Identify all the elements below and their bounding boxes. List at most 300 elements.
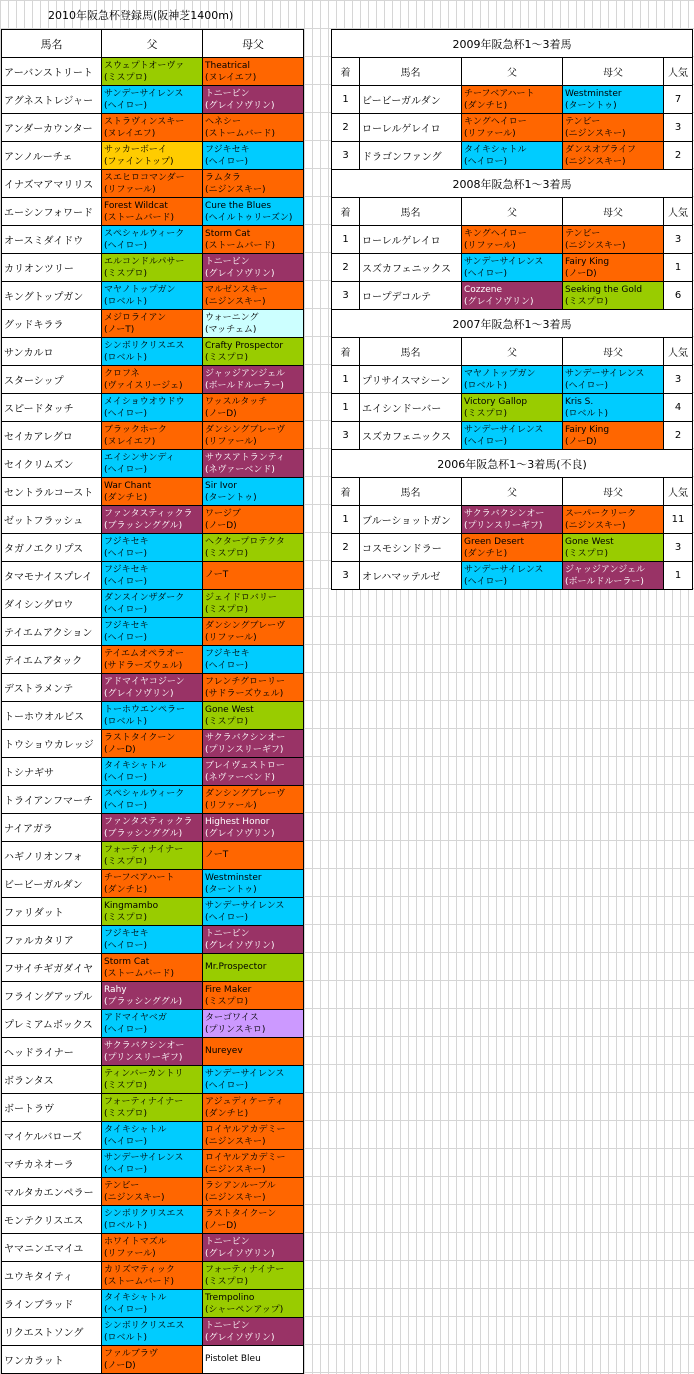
dam-sire-line: (ターントゥ) xyxy=(205,884,257,895)
sire-line: (ニジンスキー) xyxy=(104,1192,165,1203)
sire-line: (ノーT) xyxy=(104,324,135,335)
sire-cell xyxy=(462,114,563,142)
dam-sire-name: フォーティナイナー xyxy=(205,1264,285,1275)
sire-line: (ロベルト) xyxy=(104,716,148,727)
table-row xyxy=(2,590,304,618)
sire-line: (ミスプロ) xyxy=(104,912,148,923)
sire-name: ダンスインザダーク xyxy=(104,592,185,603)
sire-line: (ヘイロー) xyxy=(104,940,148,951)
dam-sire-cell xyxy=(203,842,304,870)
dam-sire-line: (ミスプロ) xyxy=(205,996,249,1007)
sire-line: (リファール) xyxy=(464,240,516,251)
sire-cell xyxy=(102,814,203,842)
dam-sire-line: (ノーD) xyxy=(205,408,237,419)
sire-name: Kingmambo xyxy=(104,900,159,911)
dam-sire-line: (リファール) xyxy=(205,436,257,447)
table-row xyxy=(2,534,304,562)
horse-name: セイクリムズン xyxy=(2,450,102,478)
dam-sire-line: (ノーD) xyxy=(565,436,597,447)
dam-sire-name: ブレイヴェストロー xyxy=(205,760,285,771)
header-dam-sire: 母父 xyxy=(203,30,304,58)
header-name: 馬名 xyxy=(2,30,102,58)
sire-name: フジキセキ xyxy=(104,564,149,575)
dam-sire-name: サンデーサイレンス xyxy=(565,368,645,379)
sire-line: (ヘイロー) xyxy=(104,100,148,111)
horse-name: ローレルゲレイロ xyxy=(360,114,462,142)
sire-name: クロフネ xyxy=(104,368,140,379)
horse-name: ヘッドライナー xyxy=(2,1038,102,1066)
dam-sire-line: (ネヴァーベンド) xyxy=(205,464,275,475)
sire-line: (ヘイロー) xyxy=(464,436,508,447)
dam-sire-name: Theatrical xyxy=(205,60,250,71)
dam-sire-name: Crafty Prospector xyxy=(205,340,284,351)
dam-sire-name: Sir Ivor xyxy=(205,480,237,491)
dam-sire-line: (ノーD) xyxy=(205,520,237,531)
header-sire: 父 xyxy=(462,338,563,366)
year-caption: 2008年阪急杯1〜3着馬 xyxy=(332,170,693,198)
sire-cell xyxy=(102,982,203,1010)
dam-sire-line: (グレイソヴリン) xyxy=(205,1248,275,1259)
finish-position: 3 xyxy=(332,282,360,310)
dam-sire-cell xyxy=(203,142,304,170)
dam-sire-name: Pistolet Bleu xyxy=(205,1354,261,1364)
dam-sire-cell xyxy=(203,982,304,1010)
dam-sire-name: ロイヤルアカデミー xyxy=(205,1152,286,1163)
sire-cell xyxy=(102,1206,203,1234)
horse-name: カリオンツリー xyxy=(2,254,102,282)
horse-name: オレハマッテルゼ xyxy=(360,562,462,590)
sire-cell xyxy=(462,562,563,590)
dam-sire-line: (ヘイロー) xyxy=(565,380,609,391)
dam-sire-cell xyxy=(203,198,304,226)
table-row xyxy=(332,534,693,562)
dam-sire-name: トニービン xyxy=(205,1320,250,1331)
dam-sire-cell xyxy=(203,562,304,590)
dam-sire-line: (ニジンスキー) xyxy=(565,240,626,251)
horse-name: リクエストソング xyxy=(2,1318,102,1346)
table-row xyxy=(332,114,693,142)
sire-name: シンボリクリスエス xyxy=(104,1320,185,1331)
sire-cell xyxy=(102,282,203,310)
horse-name: コスモシンドラー xyxy=(360,534,462,562)
horse-name: マルタカエンペラー xyxy=(2,1178,102,1206)
dam-sire-line: (ダンチヒ) xyxy=(205,1108,249,1119)
dam-sire-cell xyxy=(203,1010,304,1038)
dam-sire-name: マルゼンスキー xyxy=(205,284,268,295)
dam-sire-name: テンビー xyxy=(565,228,601,239)
dam-sire-cell xyxy=(203,590,304,618)
dam-sire-cell xyxy=(563,534,664,562)
sire-line: (ストームバード) xyxy=(104,1276,175,1287)
dam-sire-name: アジュディケーティ xyxy=(205,1096,285,1107)
sire-line: (ロベルト) xyxy=(464,380,508,391)
horse-name: テイエムアタック xyxy=(2,646,102,674)
dam-sire-cell xyxy=(203,814,304,842)
dam-sire-line: (ヘイロー) xyxy=(205,156,249,167)
dam-sire-line: (ニジンスキー) xyxy=(205,1164,266,1175)
sire-cell xyxy=(102,674,203,702)
sire-cell xyxy=(462,142,563,170)
sire-cell xyxy=(102,702,203,730)
sire-name: スペシャルウィーク xyxy=(104,788,185,799)
table-row xyxy=(2,1122,304,1150)
table-row xyxy=(2,1318,304,1346)
sire-name: Forest Wildcat xyxy=(104,200,168,211)
sire-name: サンデーサイレンス xyxy=(104,1152,184,1163)
sire-cell xyxy=(102,870,203,898)
dam-sire-cell xyxy=(203,1234,304,1262)
dam-sire-line: (ミスプロ) xyxy=(205,352,249,363)
dam-sire-name: ジェイドロバリー xyxy=(205,592,277,603)
sire-cell xyxy=(102,758,203,786)
sire-name: タイキシャトル xyxy=(104,760,167,771)
horse-name: エーシンフォワード xyxy=(2,198,102,226)
finish-position: 1 xyxy=(332,366,360,394)
dam-sire-line: (グレイソヴリン) xyxy=(205,828,275,839)
sire-name: ファルブラヴ xyxy=(104,1348,158,1359)
table-row xyxy=(2,282,304,310)
horse-name: ファリダット xyxy=(2,898,102,926)
sire-line: (ヘイロー) xyxy=(104,464,148,475)
dam-sire-name: トニービン xyxy=(205,88,250,99)
sire-line: (ダンチヒ) xyxy=(464,548,508,559)
sire-name: スウェプトオーヴァ xyxy=(104,60,185,71)
sire-line: (ヘイロー) xyxy=(104,772,148,783)
sire-line: (ヘイロー) xyxy=(104,1024,148,1035)
table-row xyxy=(332,366,693,394)
dam-sire-cell xyxy=(203,394,304,422)
sire-cell xyxy=(102,254,203,282)
table-row xyxy=(2,926,304,954)
sire-line: (ヘイロー) xyxy=(104,548,148,559)
popularity: 3 xyxy=(664,534,693,562)
dam-sire-line: (リファール) xyxy=(205,632,257,643)
dam-sire-name: ダンスオブライフ xyxy=(565,144,637,155)
horse-name: デストラメンテ xyxy=(2,674,102,702)
sire-cell xyxy=(102,534,203,562)
sire-line: (ヘイロー) xyxy=(464,576,508,587)
table-row xyxy=(2,730,304,758)
dam-sire-cell xyxy=(563,226,664,254)
dam-sire-name: ダンシングブレーヴ xyxy=(205,424,286,435)
dam-sire-cell xyxy=(203,1346,304,1374)
dam-sire-name: Seeking the Gold xyxy=(565,284,643,295)
table-row xyxy=(2,1290,304,1318)
sire-name: フジキセキ xyxy=(104,536,149,547)
year-caption: 2007年阪急杯1〜3着馬 xyxy=(332,310,693,338)
dam-sire-line: (ヘイロー) xyxy=(205,912,249,923)
dam-sire-line: (プリンスリーギフ) xyxy=(205,744,284,755)
horse-name: ボランタス xyxy=(2,1066,102,1094)
popularity: 6 xyxy=(664,282,693,310)
table-row xyxy=(2,478,304,506)
dam-sire-cell xyxy=(563,86,664,114)
sire-cell xyxy=(102,1094,203,1122)
sire-cell xyxy=(102,226,203,254)
sire-line: (ストームバード) xyxy=(104,968,175,979)
finish-position: 2 xyxy=(332,534,360,562)
dam-sire-name: スーパークリーク xyxy=(565,508,637,519)
dam-sire-line: (ミスプロ) xyxy=(205,548,249,559)
horse-name: アーバンストリート xyxy=(2,58,102,86)
table-row xyxy=(2,114,304,142)
dam-sire-cell xyxy=(203,786,304,814)
dam-sire-name: ワッスルタッチ xyxy=(205,396,268,407)
dam-sire-line: (ノーD) xyxy=(205,1220,237,1231)
sire-cell xyxy=(102,1010,203,1038)
header-dam-sire: 母父 xyxy=(563,58,664,86)
dam-sire-line: (ヌレイエフ) xyxy=(205,72,257,83)
horse-name: ロープデコルテ xyxy=(360,282,462,310)
sire-name: トーホウエンペラー xyxy=(104,704,186,715)
sire-line: (ヘイロー) xyxy=(464,156,508,167)
sire-line: (ダンチヒ) xyxy=(104,492,148,503)
dam-sire-cell xyxy=(563,114,664,142)
sire-name: Cozzene xyxy=(464,284,503,295)
dam-sire-line: (ヘイロー) xyxy=(205,660,249,671)
horse-name: ビービーガルダン xyxy=(2,870,102,898)
table-row xyxy=(2,1206,304,1234)
table-row xyxy=(2,1178,304,1206)
dam-sire-line: (ロベルト) xyxy=(565,408,609,419)
header-dam-sire: 母父 xyxy=(563,338,664,366)
table-row xyxy=(2,1234,304,1262)
dam-sire-line: (プリンスキロ) xyxy=(205,1024,266,1035)
dam-sire-line: (ターントゥ) xyxy=(565,100,617,111)
year-caption-row xyxy=(332,170,693,198)
table-row xyxy=(332,226,693,254)
sire-line: (ダンチヒ) xyxy=(104,884,148,895)
sire-cell xyxy=(102,562,203,590)
sire-line: (リファール) xyxy=(104,184,156,195)
horse-name: トーホウオルビス xyxy=(2,702,102,730)
dam-sire-name: ダンシングブレーヴ xyxy=(205,788,286,799)
dam-sire-cell xyxy=(203,1122,304,1150)
dam-sire-cell xyxy=(563,394,664,422)
sire-name: ファンタスティックラ xyxy=(104,508,193,519)
dam-sire-name: ヘネシー xyxy=(205,116,242,127)
finish-position: 3 xyxy=(332,562,360,590)
dam-sire-line: (ミスプロ) xyxy=(565,548,609,559)
dam-sire-line: (シャーペンアップ) xyxy=(205,1304,284,1315)
table-row xyxy=(2,86,304,114)
dam-sire-name: トニービン xyxy=(205,1236,250,1247)
horse-name: アグネストレジャー xyxy=(2,86,102,114)
dam-sire-name: Highest Honor xyxy=(205,816,270,827)
horse-name: ラインブラッド xyxy=(2,1290,102,1318)
horse-name: ブルーショットガン xyxy=(360,506,462,534)
dam-sire-line: (ニジンスキー) xyxy=(565,520,626,531)
sire-name: Green Desert xyxy=(464,536,525,547)
table-row xyxy=(2,954,304,982)
sire-name: アドマイヤベガ xyxy=(104,1012,167,1023)
popularity: 3 xyxy=(664,226,693,254)
dam-sire-cell xyxy=(203,1038,304,1066)
sire-cell xyxy=(102,478,203,506)
horse-name: スズカフェニックス xyxy=(360,422,462,450)
sire-name: サンデーサイレンス xyxy=(104,88,184,99)
sire-cell xyxy=(102,954,203,982)
sire-cell xyxy=(102,198,203,226)
table-row xyxy=(2,1038,304,1066)
sire-name: シンボリクリスエス xyxy=(104,340,185,351)
horse-name: プレミアムボックス xyxy=(2,1010,102,1038)
sire-cell xyxy=(102,1122,203,1150)
dam-sire-name: Fire Maker xyxy=(205,984,252,995)
dam-sire-line: (ノーD) xyxy=(565,268,597,279)
horse-name: タガノエクリプス xyxy=(2,534,102,562)
sire-cell xyxy=(462,394,563,422)
header-sire: 父 xyxy=(462,58,563,86)
dam-sire-cell xyxy=(203,1178,304,1206)
past-results-table xyxy=(331,29,693,590)
registered-horses-table xyxy=(1,29,304,1374)
sire-name: タイキシャトル xyxy=(104,1292,167,1303)
dam-sire-name: トニービン xyxy=(205,928,250,939)
sire-cell xyxy=(102,646,203,674)
dam-sire-line: (ネヴァーベンド) xyxy=(205,772,275,783)
table-row xyxy=(2,1010,304,1038)
horse-name: フサイチギガダイヤ xyxy=(2,954,102,982)
table-row xyxy=(2,254,304,282)
horse-name: ワンカラット xyxy=(2,1346,102,1374)
dam-sire-cell xyxy=(203,226,304,254)
sire-name: フォーティナイナー xyxy=(104,1096,184,1107)
sire-line: (ブラッシンググル) xyxy=(104,996,183,1007)
sire-name: フジキセキ xyxy=(104,620,149,631)
sire-cell xyxy=(102,58,203,86)
horse-name: グッドキララ xyxy=(2,310,102,338)
sire-line: (ヴァイスリージェ) xyxy=(104,380,183,391)
sire-name: サクラバクシンオー xyxy=(464,508,545,519)
sire-cell xyxy=(462,86,563,114)
horse-name: エイシンドーバー xyxy=(360,394,462,422)
popularity: 11 xyxy=(664,506,693,534)
horse-name: アンノルーチェ xyxy=(2,142,102,170)
dam-sire-cell xyxy=(203,254,304,282)
dam-sire-line: (ストームバード) xyxy=(205,240,276,251)
table-row xyxy=(2,646,304,674)
dam-sire-line: (リファール) xyxy=(205,800,257,811)
table-header-row xyxy=(2,30,304,58)
sire-line: (ロベルト) xyxy=(104,352,148,363)
sire-line: (ノーD) xyxy=(104,1360,136,1371)
sire-cell xyxy=(102,394,203,422)
table-row xyxy=(2,814,304,842)
sire-cell xyxy=(102,786,203,814)
dam-sire-line: (ミスプロ) xyxy=(205,604,249,615)
horse-name: テイエムアクション xyxy=(2,618,102,646)
dam-sire-line: (グレイソヴリン) xyxy=(205,268,275,279)
sire-cell xyxy=(102,1234,203,1262)
table-row xyxy=(2,310,304,338)
sire-name: ホワイトマズル xyxy=(104,1236,167,1247)
sire-name: Rahy xyxy=(104,984,127,995)
sire-name: アドマイヤコジーン xyxy=(104,676,185,687)
dam-sire-name: フジキセキ xyxy=(205,144,250,155)
dam-sire-cell xyxy=(203,114,304,142)
dam-sire-name: ジャッジアンジェル xyxy=(565,564,646,575)
sire-name: サッカーボーイ xyxy=(104,144,167,155)
sire-name: ブラックホーク xyxy=(104,424,167,435)
sire-name: サンデーサイレンス xyxy=(464,564,544,575)
dam-sire-cell xyxy=(203,618,304,646)
year-caption-row xyxy=(332,450,693,478)
header-pos: 着 xyxy=(332,198,360,226)
horse-name: ユウキタイティ xyxy=(2,1262,102,1290)
dam-sire-cell xyxy=(203,1206,304,1234)
horse-name: ハギノリオンフォ xyxy=(2,842,102,870)
horse-name: オースミダイドウ xyxy=(2,226,102,254)
dam-sire-name: サクラバクシンオー xyxy=(205,732,286,743)
horse-name: サンカルロ xyxy=(2,338,102,366)
dam-sire-name: ラストタイクーン xyxy=(205,1208,277,1219)
table-row xyxy=(2,562,304,590)
sire-cell xyxy=(102,1290,203,1318)
sire-name: キングヘイロー xyxy=(464,228,527,239)
table-row xyxy=(332,86,693,114)
table-row xyxy=(2,198,304,226)
horse-name: ナイアガラ xyxy=(2,814,102,842)
horse-name: マイケルバローズ xyxy=(2,1122,102,1150)
sire-cell xyxy=(102,114,203,142)
sire-line: (ブラッシンググル) xyxy=(104,828,183,839)
sire-line: (リファール) xyxy=(464,128,516,139)
table-row xyxy=(332,254,693,282)
sire-name: タイキシャトル xyxy=(464,144,527,155)
dam-sire-cell xyxy=(203,1066,304,1094)
horse-name: ローレルゲレイロ xyxy=(360,226,462,254)
popularity: 2 xyxy=(664,422,693,450)
dam-sire-cell xyxy=(203,170,304,198)
dam-sire-cell xyxy=(203,646,304,674)
dam-sire-name: ロイヤルアカデミー xyxy=(205,1124,286,1135)
dam-sire-cell xyxy=(203,338,304,366)
table-row xyxy=(2,394,304,422)
sire-name: ティンバーカントリ xyxy=(104,1068,184,1079)
dam-sire-name: Cure the Blues xyxy=(205,200,272,211)
horse-name: マチカネオーラ xyxy=(2,1150,102,1178)
dam-sire-cell xyxy=(563,254,664,282)
dam-sire-cell xyxy=(203,86,304,114)
dam-sire-name: ラシアンルーブル xyxy=(205,1180,276,1191)
sire-line: (プリンスリーギフ) xyxy=(464,520,543,531)
dam-sire-cell xyxy=(203,534,304,562)
results-header-row xyxy=(332,198,693,226)
sire-name: フジキセキ xyxy=(104,928,149,939)
sire-line: (ストームバード) xyxy=(104,212,175,223)
dam-sire-name: Fairy King xyxy=(565,424,610,435)
sire-cell xyxy=(102,730,203,758)
dam-sire-cell xyxy=(563,366,664,394)
sire-line: (プリンスリーギフ) xyxy=(104,1052,183,1063)
dam-sire-name: テンビー xyxy=(565,116,601,127)
year-caption: 2009年阪急杯1〜3着馬 xyxy=(332,30,693,58)
finish-position: 1 xyxy=(332,506,360,534)
dam-sire-line: (ヘイロー) xyxy=(205,1080,249,1091)
dam-sire-name: Gone West xyxy=(205,704,254,715)
sire-name: サクラバクシンオー xyxy=(104,1040,185,1051)
sire-name: Storm Cat xyxy=(104,956,150,967)
dam-sire-name: Mr.Prospector xyxy=(205,962,267,972)
dam-sire-line: (ヘイルトゥリーズン) xyxy=(205,212,293,223)
dam-sire-cell xyxy=(203,422,304,450)
dam-sire-name: ジャッジアンジェル xyxy=(205,368,286,379)
table-row xyxy=(332,142,693,170)
sire-line: (ヘイロー) xyxy=(104,1164,148,1175)
table-row xyxy=(2,1066,304,1094)
sire-line: (ミスプロ) xyxy=(104,1108,148,1119)
